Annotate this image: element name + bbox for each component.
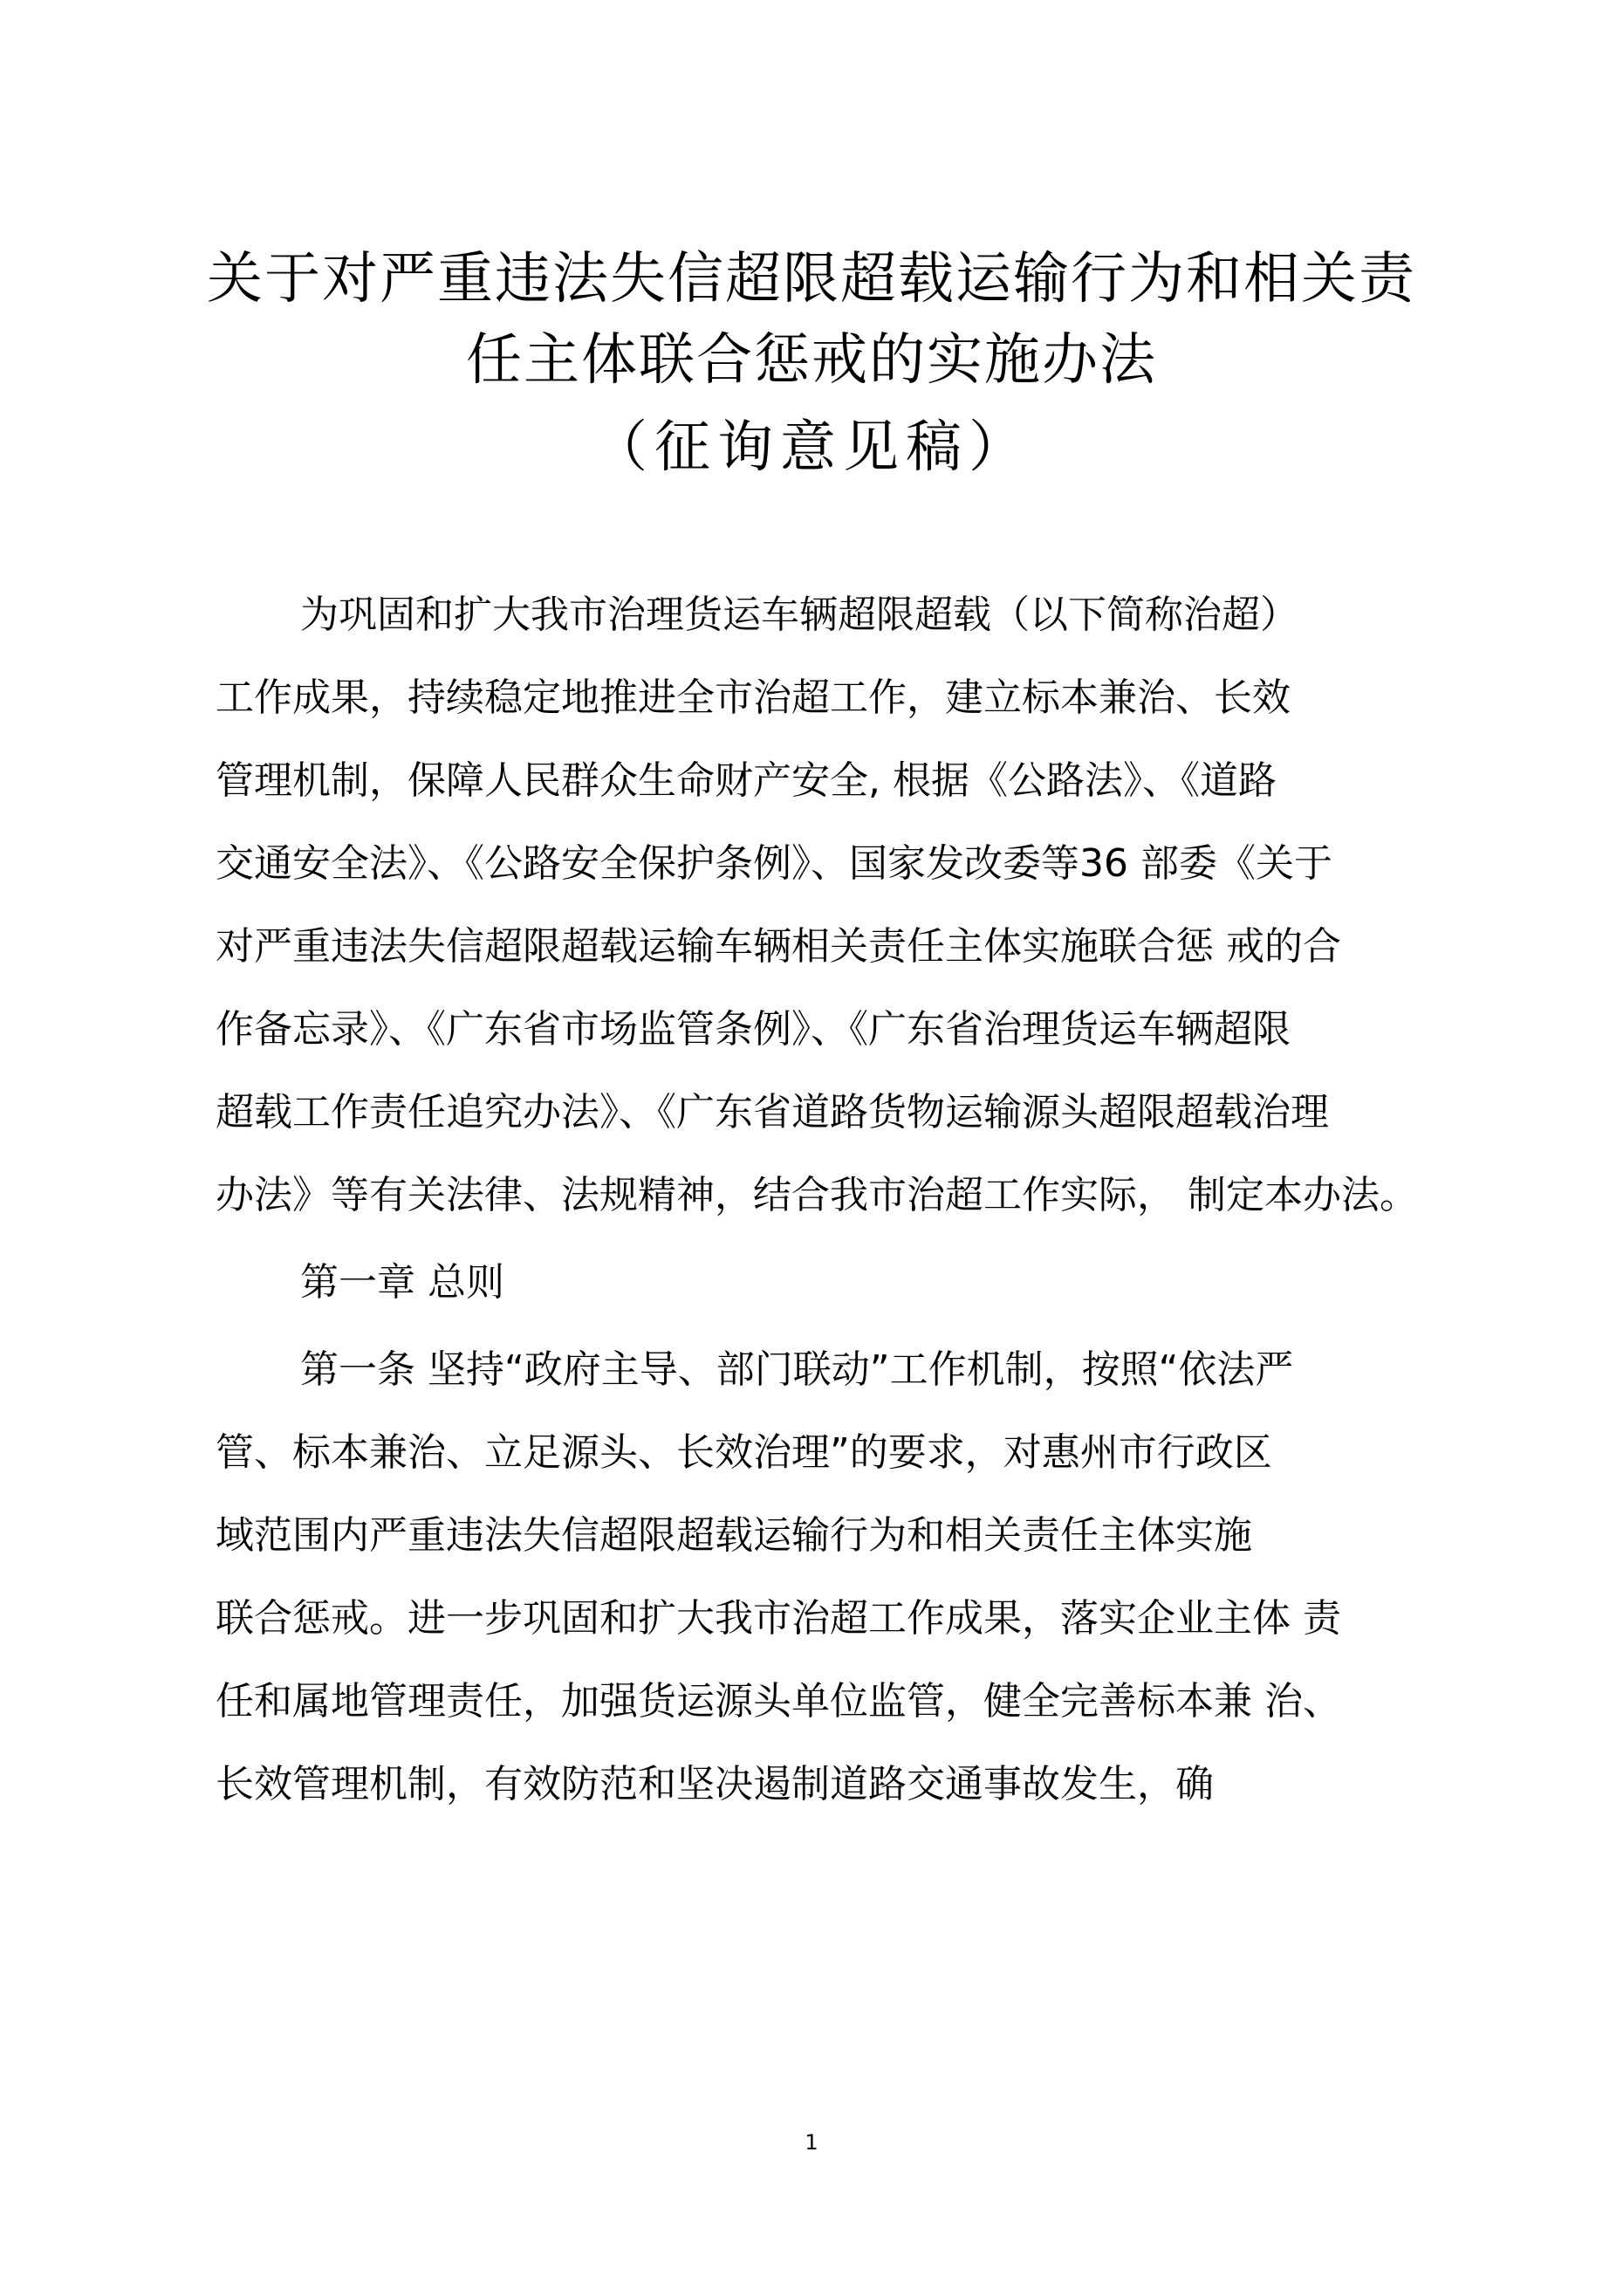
- document-title-line-1: 关于对严重违法失信超限超载运输行为和相关责: [207, 247, 1416, 312]
- body-line: 管理机制，保障人民群众生命财产安全, 根据《公路法》、《道路: [216, 758, 1277, 803]
- body-line: 超载工作责任追究办法》、《广东省道路货物运输源头超限超载治理: [216, 1090, 1329, 1134]
- document-subtitle-draft-label: （征询意见稿）: [592, 415, 1031, 480]
- body-line: 联合惩戒。进一步巩固和扩大我市治超工作成果，落实企业主体 责: [216, 1596, 1341, 1641]
- body-line: 长效管理机制，有效防范和坚决遏制道路交通事故发生，确: [216, 1762, 1214, 1806]
- body-line: 为巩固和扩大我市治理货运车辆超限超载（以下简称治超）: [300, 593, 1298, 637]
- body-line: 任和属地管理责任，加强货运源头单位监管，健全完善标本兼 治、: [216, 1679, 1341, 1724]
- chapter-heading: 第一章 总则: [300, 1260, 504, 1305]
- body-line: 第一条 坚持“政府主导、部门联动”工作机制，按照“依法严: [300, 1347, 1294, 1392]
- body-line: 工作成果，持续稳定地推进全市治超工作，建立标本兼治、长效: [216, 675, 1291, 720]
- body-line: 对严重违法失信超限超载运输车辆相关责任主体实施联合惩 戒的合: [216, 924, 1341, 969]
- body-line: 作备忘录》、《广东省市场监管条例》、《广东省治理货运车辆超限: [216, 1007, 1291, 1052]
- document-title-line-2: 任主体联合惩戒的实施办法: [466, 328, 1157, 393]
- body-line: 交通安全法》、《公路安全保护条例》、国家发改委等36 部委《关于: [216, 841, 1332, 886]
- page-number: 1: [805, 2130, 818, 2155]
- body-line: 办法》等有关法律、法规精神，结合我市治超工作实际， 制定本办法。: [216, 1173, 1418, 1217]
- body-line: 域范围内严重违法失信超限超载运输行为和相关责任主体实施: [216, 1513, 1252, 1558]
- body-line: 管、标本兼治、立足源头、长效治理”的要求，对惠州市行政区: [216, 1430, 1272, 1475]
